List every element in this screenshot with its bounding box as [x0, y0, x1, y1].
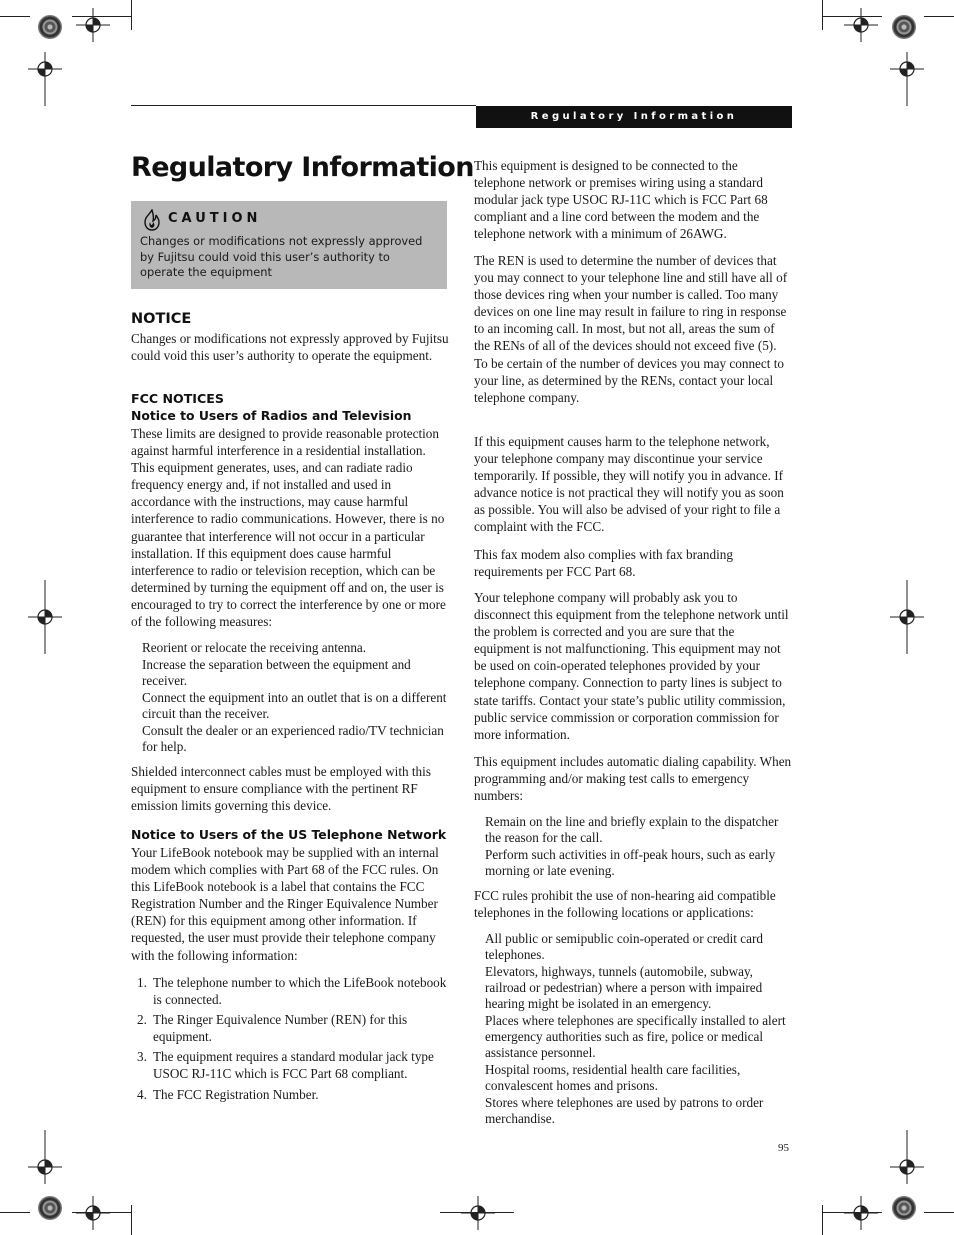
registration-crosshair-icon	[461, 1196, 495, 1230]
registration-crosshair-icon	[890, 52, 924, 106]
list-item: 3. The equipment requires a standard modular jack type USOC RJ-11C which is FCC Part 68 compliant.	[137, 1049, 434, 1082]
registration-crosshair-icon	[76, 1196, 110, 1230]
modular-jack-paragraph: This equipment is designed to be connected to the telephone network or premises wiring using a standard modular jack type USOC RJ-11C which is FCC Part 68 compliant and a line cord between the modem and the telephone network with a minimum of 26AWG.	[474, 158, 768, 242]
radio-tv-text: These limits are designed to provide reasonable protection against harmful interference in a residential installation. This equipment generates, uses, and can radiate radio frequency energy and, if not installed and used in accordance with the instructions, may cause harmful interference to radio communications. However, there is no guarantee that interference will not occur in a particular installation. If this equipment does cause harmful interference to radio or television reception, which can be determined by turning the equipment off and on, the user is encouraged to try to correct the interference by one or more of the following measures:	[131, 426, 446, 630]
measures-list	[142, 640, 448, 756]
locations-list	[485, 931, 791, 1128]
list-item: Stores where telephones are used by patrons to order merchandise.	[485, 1095, 764, 1126]
registration-crosshair-icon	[844, 1196, 878, 1230]
header-rule	[131, 105, 476, 106]
registration-crosshair-icon	[844, 8, 878, 42]
registration-disc-icon	[892, 1196, 916, 1220]
caution-text: Changes or modifications not expressly approved by Fujitsu could void this user’s authority to operate the equipment	[140, 234, 423, 280]
list-item: 1. The telephone number to which the LifeBook notebook is connected.	[137, 975, 447, 1008]
fcc-heading: FCC NOTICES	[131, 391, 224, 406]
shielded-cables-text: Shielded interconnect cables must be employed with this equipment to ensure compliance with the pertinent RF emission limits governing this device.	[131, 764, 431, 814]
page-title: Regulatory Information	[131, 152, 474, 183]
list-item: Hospital rooms, residential health care facilities, convalescent homes and prisons.	[485, 1062, 741, 1093]
hearing-aid-paragraph: FCC rules prohibit the use of non-hearing aid compatible telephones in the following locations or applications:	[474, 888, 776, 921]
registration-disc-icon	[38, 1196, 62, 1220]
list-item: Increase the separation between the equipment and receiver.	[142, 657, 411, 688]
list-item: 4. The FCC Registration Number.	[137, 1086, 319, 1102]
emergency-call-list	[485, 814, 791, 880]
fax-branding-paragraph: This fax modem also complies with fax branding requirements per FCC Part 68.	[474, 547, 733, 580]
registration-disc-icon	[892, 15, 916, 39]
registration-crosshair-icon	[28, 1130, 62, 1184]
notice-heading: NOTICE	[131, 311, 192, 327]
ren-paragraph: The REN is used to determine the number of devices that you may connect to your telephone line and still have all of those devices ring when your number is called. Too many devices on one line may result in failure to ring in response to an incoming call. In most, but not all, areas the sum of the RENs of all of the devices should not exceed five (5). To be certain of the number of devices you may connect to your line, as determined by the RENs, contact your local telephone company.	[474, 253, 788, 405]
registration-disc-icon	[38, 15, 62, 39]
section-header-bar: Regulatory Information	[476, 106, 792, 128]
registration-crosshair-icon	[28, 52, 62, 106]
registration-crosshair-icon	[28, 580, 62, 654]
caution-box	[131, 201, 447, 289]
telephone-network-text: Your LifeBook notebook may be supplied with an internal modem which complies with Part 68 of the FCC rules. On this LifeBook notebook is a label that contains the FCC Registration Number and the Ringer Equivalence Number (REN) for this equipment among other information. If requested, the user must provide their telephone company with the following information:	[131, 845, 439, 963]
caution-label: CAUTION	[168, 211, 262, 226]
page-number: 95	[778, 1142, 789, 1154]
radio-tv-heading: Notice to Users of Radios and Television	[131, 408, 412, 423]
required-info-list	[131, 974, 449, 1106]
list-item: Connect the equipment into an outlet that is on a different circuit than the receiver.	[142, 690, 447, 721]
network-harm-paragraph: If this equipment causes harm to the telephone network, your telephone company may discontinue your service temporarily. If possible, they will notify you in advance. If advance notice is not practical they will notify you as soon as possible. You will also be advised of your right to file a complaint with the FCC.	[474, 434, 784, 535]
registration-crosshair-icon	[890, 1130, 924, 1184]
list-item: Remain on the line and briefly explain to the dispatcher the reason for the call.	[485, 814, 779, 845]
notice-text: Changes or modifications not expressly approved by Fujitsu could void this user’s authority to operate the equipment.	[131, 331, 449, 364]
list-item: Places where telephones are specifically installed to alert emergency authorities such as fire, police or medical assistance personnel.	[485, 1013, 786, 1060]
registration-crosshair-icon	[890, 580, 924, 654]
list-item: 2. The Ringer Equivalence Number (REN) for this equipment.	[137, 1012, 408, 1045]
list-item: All public or semipublic coin-operated or credit card telephones.	[485, 931, 763, 962]
flame-icon	[143, 209, 161, 231]
list-item: Elevators, highways, tunnels (automobile, subway, railroad or pedestrian) where a person with impaired hearing might be isolated in an emergency.	[485, 964, 763, 1011]
telephone-network-heading: Notice to Users of the US Telephone Network	[131, 827, 447, 842]
list-item: Consult the dealer or an experienced radio/TV technician for help.	[142, 723, 444, 754]
registration-crosshair-icon	[76, 8, 110, 42]
disconnect-paragraph: Your telephone company will probably ask you to disconnect this equipment from the telephone network until the problem is corrected and you are sure that the equipment is not malfunctioning. This equipment may not be used on coin-operated telephones provided by your telephone company. Connection to party lines is subject to state tariffs. Contact your state’s public utility commission, public service commission or corporation commission for more information.	[474, 590, 789, 742]
list-item: Perform such activities in off-peak hours, such as early morning or late evening.	[485, 847, 776, 878]
auto-dialing-paragraph: This equipment includes automatic dialing capability. When programming and/or making test calls to emergency numbers:	[474, 754, 792, 804]
list-item: Reorient or relocate the receiving antenna.	[142, 640, 367, 655]
